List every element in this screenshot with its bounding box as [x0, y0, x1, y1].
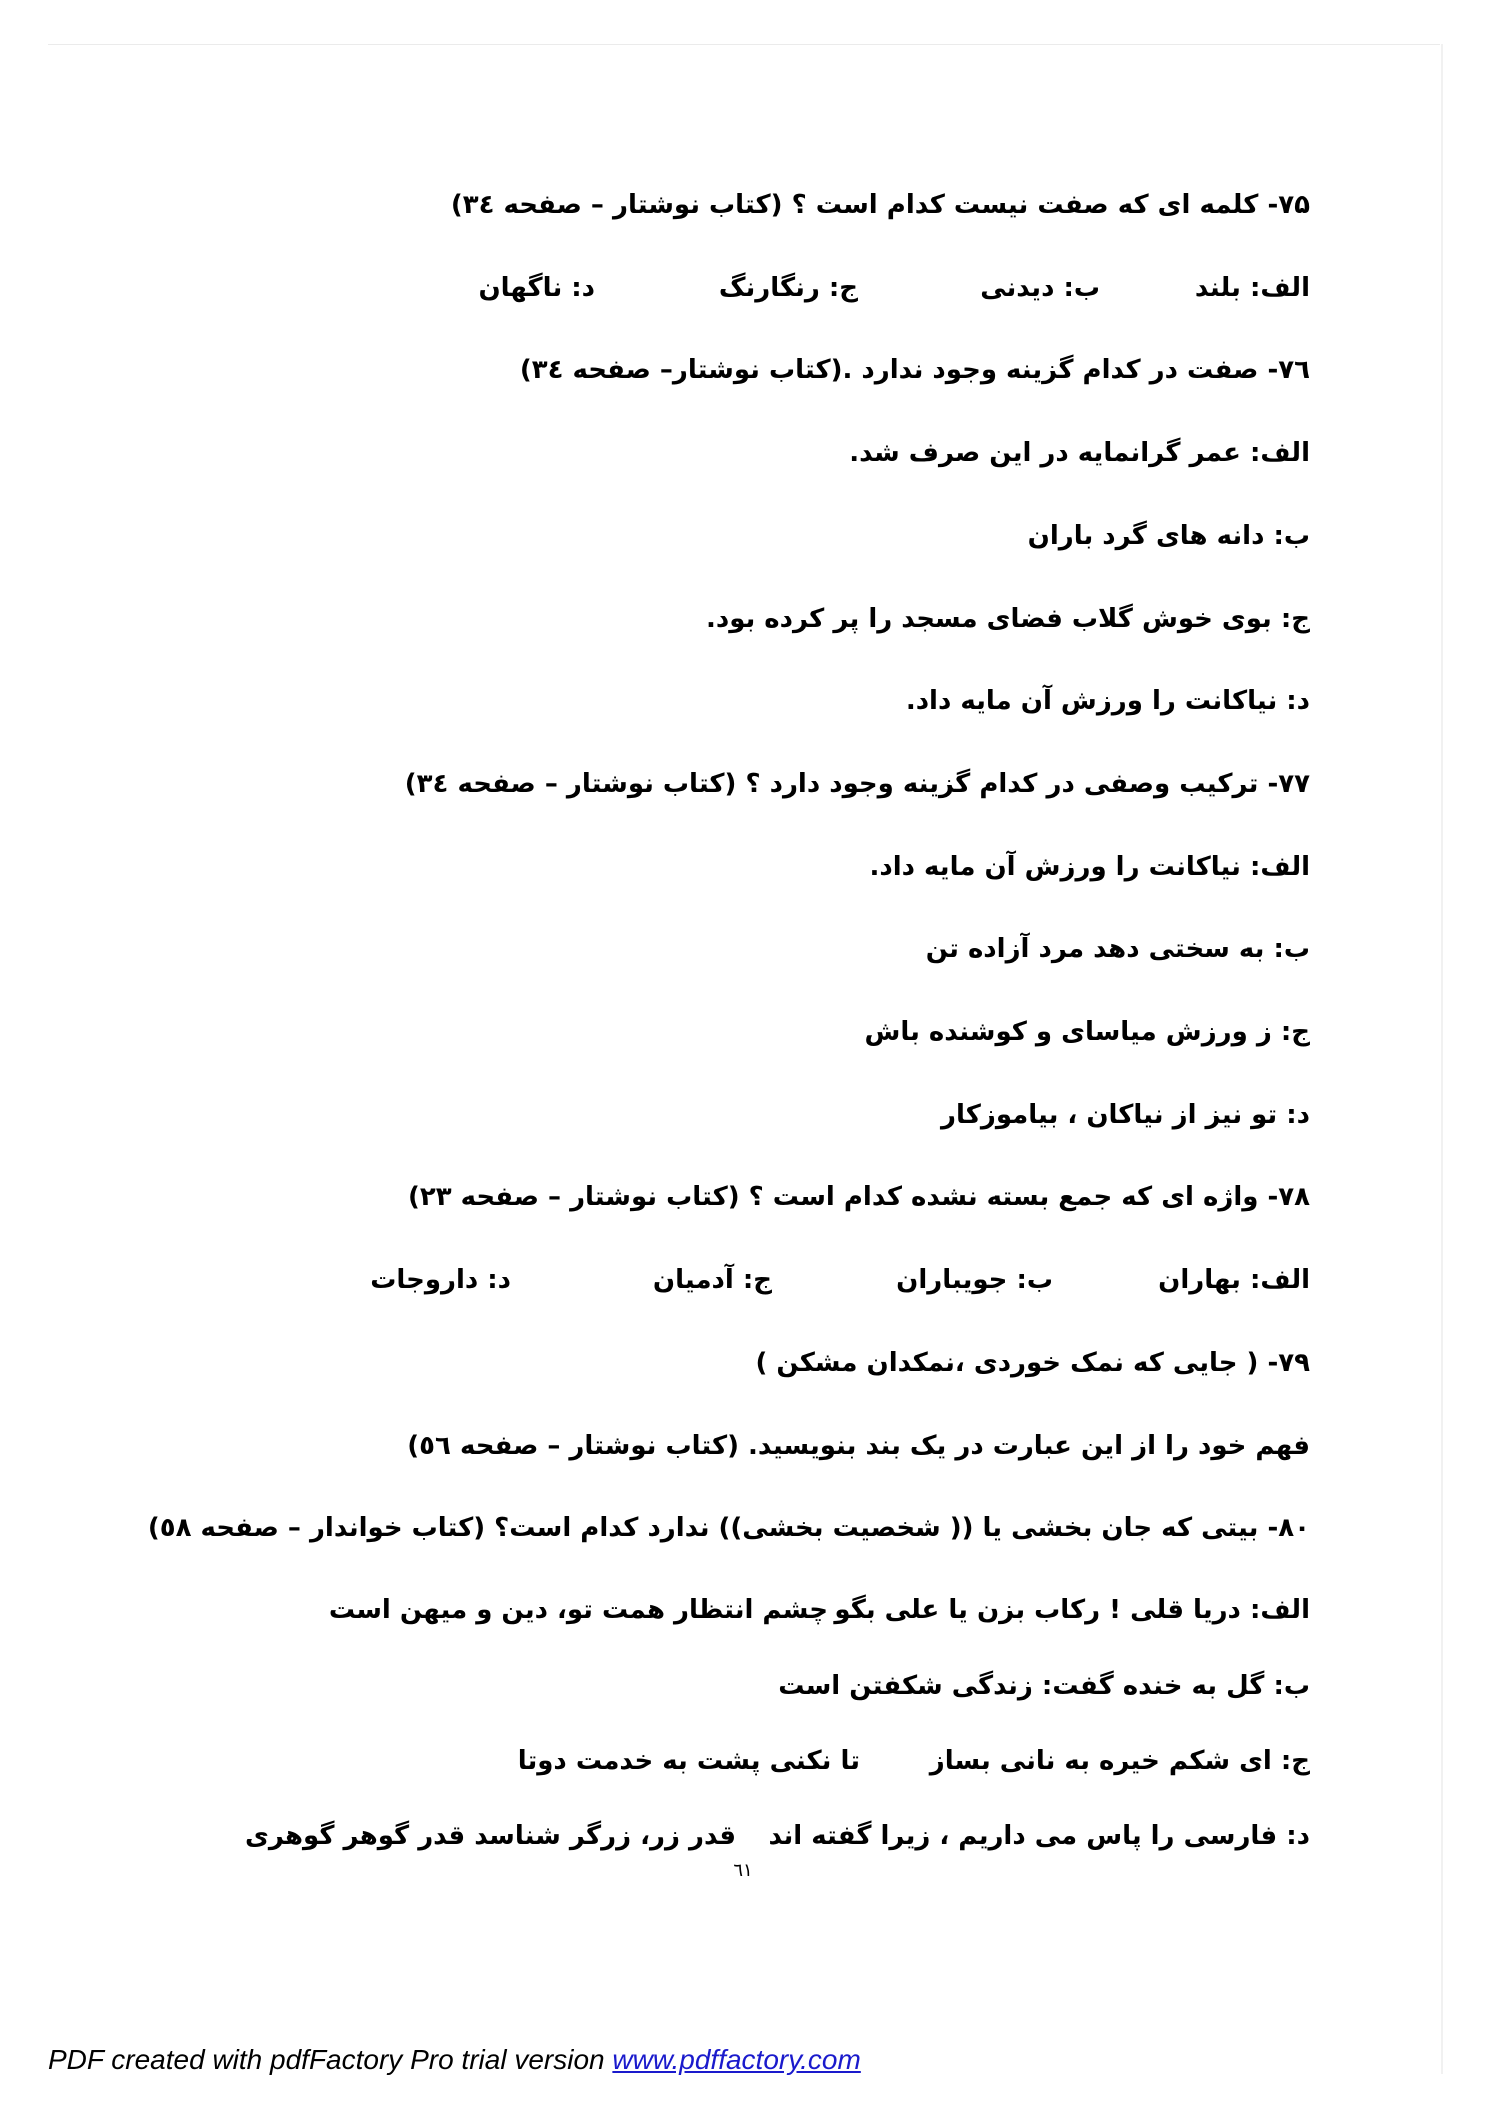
q80-option-c-hemistich-1: ج: ای شکم خیره به نانی بساز: [929, 1746, 1310, 1776]
footer-watermark: [48, 2044, 861, 2076]
q76-option-b: ب: دانه های گرد باران: [1027, 521, 1310, 551]
q80-option-a-hemistich-2: چشم انتظار همت تو، دین و میهن است: [328, 1595, 828, 1625]
page-number: ٦١: [733, 1860, 753, 1881]
q75-option-c: ج: رنگارنگ: [718, 273, 858, 303]
q78-option-c: ج: آدمیان: [652, 1265, 772, 1295]
q78-option-d: د: داروجات: [370, 1265, 511, 1295]
q80-option-d-hemistich-1: د: فارسی را پاس می داریم ، زیرا گفته اند: [768, 1821, 1310, 1851]
question-79-instruction: فهم خود را از این عبارت در یک بند بنویسید. (کتاب نوشتار – صفحه ٥٦): [407, 1431, 1310, 1461]
question-78: ۷۸- واژه ای که جمع بسته نشده کدام است ؟ (کتاب نوشتار – صفحه ۲۳): [407, 1182, 1310, 1212]
q76-option-a: الف: عمر گرانمایه در این صرف شد.: [849, 438, 1310, 468]
footer-link[interactable]: www.pdffactory.com: [612, 2044, 861, 2075]
q78-option-a: الف: بهاران: [1158, 1265, 1310, 1295]
q80-option-c-hemistich-2: تا نکنی پشت به خدمت دوتا: [517, 1746, 860, 1776]
question-80: ۸۰- بیتی که جان بخشی یا (( شخصیت بخشی)) ندارد کدام است؟ (کتاب خواندار – صفحه ٥٨): [147, 1513, 1310, 1543]
page-edge-right: [1441, 44, 1443, 2074]
page-edge-top: [48, 44, 1440, 45]
q78-option-b: ب: جویباران: [896, 1265, 1053, 1295]
q77-option-a: الف: نیاکانت را ورزش آن مایه داد.: [869, 852, 1310, 882]
q80-option-d-hemistich-2: قدر زر، زرگر شناسد قدر گوهر گوهری: [245, 1821, 736, 1851]
footer-text: PDF created with pdfFactory Pro trial version: [48, 2044, 613, 2075]
q75-option-a: الف: بلند: [1194, 273, 1310, 303]
q76-option-c: ج: بوی خوش گلاب فضای مسجد را پر کرده بود.: [705, 604, 1310, 634]
q80-option-a-hemistich-1: الف: دریا قلی ! رکاب بزن یا علی بگو: [834, 1595, 1310, 1625]
q77-option-d: د: تو نیز از نیاکان ، بیاموزکار: [941, 1100, 1310, 1130]
q76-option-d: د: نیاکانت را ورزش آن مایه داد.: [905, 686, 1310, 716]
q80-option-b: ب: گل به خنده گفت: زندگی شکفتن است: [778, 1671, 1310, 1701]
q77-option-b: ب: به سختی دهد مرد آزاده تن: [925, 934, 1310, 964]
question-79: ۷۹- ( جایی که نمک خوردی ،نمکدان مشکن ): [755, 1348, 1310, 1378]
q77-option-c: ج: ز ورزش میاسای و کوشنده باش: [864, 1017, 1310, 1047]
question-77: ۷۷- ترکیب وصفی در کدام گزینه وجود دارد ؟ (کتاب نوشتار – صفحه ٣٤): [404, 769, 1310, 799]
q75-option-b: ب: دیدنی: [980, 273, 1100, 303]
q75-option-d: د: ناگهان: [478, 273, 595, 303]
question-75: ۷۵- کلمه ای که صفت نیست کدام است ؟ (کتاب نوشتار – صفحه ٣٤): [450, 190, 1310, 220]
question-76: ٧٦- صفت در کدام گزینه وجود ندارد .(کتاب نوشتار– صفحه ٣٤): [519, 355, 1310, 385]
